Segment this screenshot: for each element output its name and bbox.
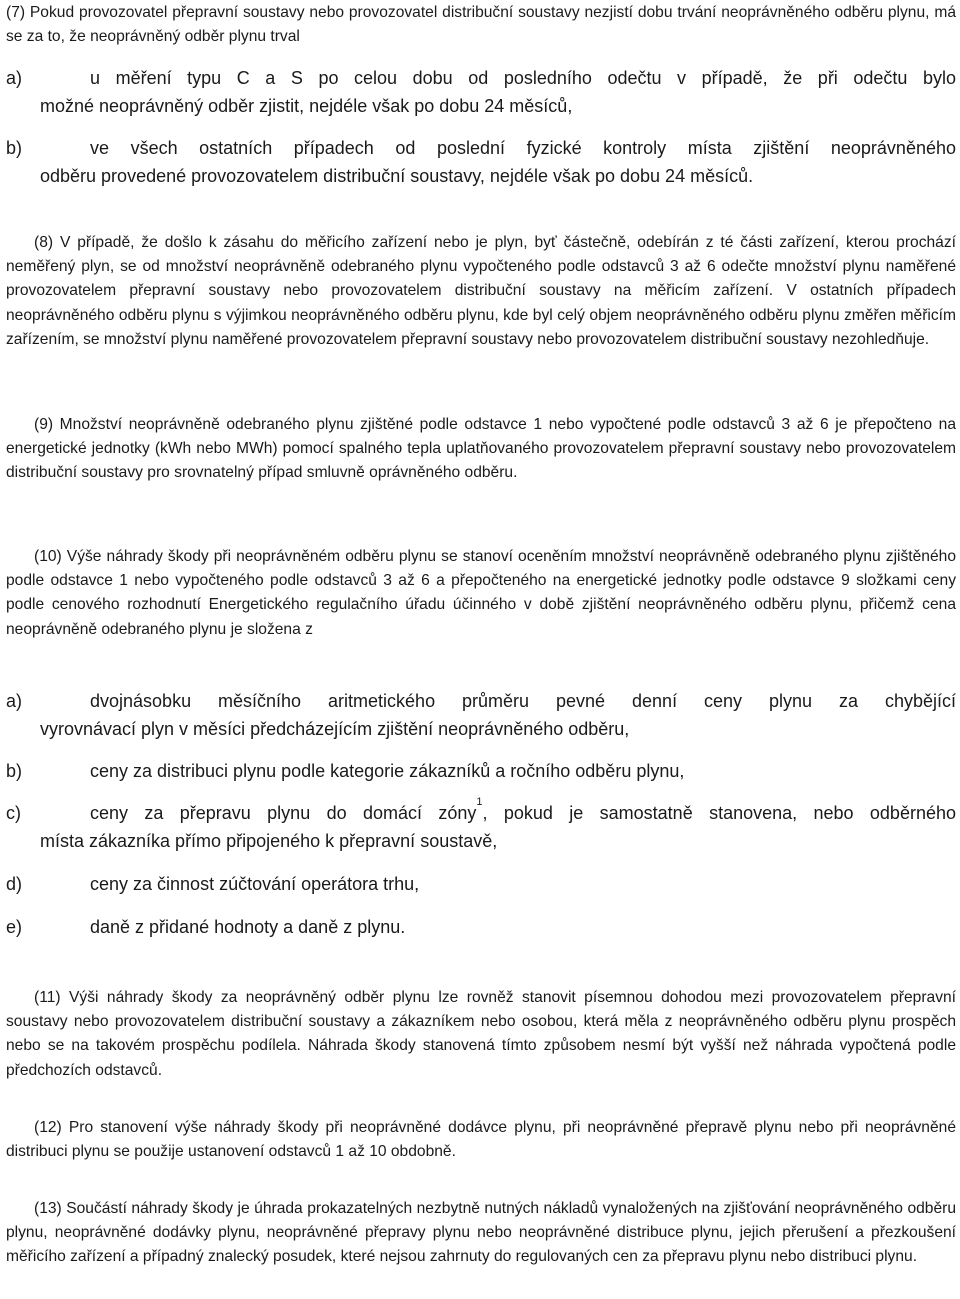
paragraph-10-item-b bbox=[6, 757, 956, 785]
item-text: u měření typu C a S po celou dobu od posledního odečtu v případě, že při odečtu bylo bbox=[90, 68, 956, 88]
paragraph-10-item-d bbox=[6, 870, 956, 898]
item-text: daně z přidané hodnoty a daně z plynu. bbox=[90, 917, 406, 937]
item-text-continuation: odběru provedené provozovatelem distribuční soustavy, nejdéle však po dobu 24 měsíců. bbox=[40, 166, 754, 186]
paragraph-13 bbox=[6, 1197, 956, 1270]
item-letter: c) bbox=[6, 803, 21, 823]
paragraph-11-text: (11) Výši náhrady škody za neoprávněný odběr plynu lze rovněž stanovit písemnou dohodou mezi provozovatelem přepravní soustavy nebo provozovatelem distribuční soustavy a zákazníkem nebo osobou, která měla z neoprávněného odběru plynu prospěch nebo se na takovém prospěchu podílela. Náhrada škody stanovená tímto způsobem nesmí být vyšší než náhrada vypočtená podle předchozích odstavců. bbox=[6, 989, 956, 1079]
paragraph-7 bbox=[6, 1, 956, 49]
paragraph-7-item-b bbox=[6, 134, 956, 190]
paragraph-12-text: (12) Pro stanovení výše náhrady škody při neoprávněné dodávce plynu, při neoprávněné přepravě plynu nebo při neoprávněné distribuci plynu se použije ustanovení odstavců 1 až 10 obdobně. bbox=[6, 1119, 956, 1161]
paragraph-10-item-c bbox=[6, 796, 956, 855]
item-letter: a) bbox=[6, 691, 23, 711]
item-text-continuation: místa zákazníka přímo připojeného k přepravní soustavě, bbox=[40, 831, 498, 851]
item-text-continuation: vyrovnávací plyn v měsíci předcházejícím zjištění neoprávněného odběru, bbox=[40, 719, 630, 739]
item-text bbox=[6, 796, 956, 827]
paragraph-7-intro: (7) Pokud provozovatel přepravní soustavy nebo provozovatel distribuční soustavy nezjistí dobu trvání neoprávněného odběru plynu, má se za to, že neoprávněný odběr plynu trval bbox=[6, 4, 956, 46]
paragraph-9 bbox=[6, 413, 956, 486]
item-letter: e) bbox=[6, 917, 23, 937]
item-text: dvojnásobku měsíčního aritmetického průměru pevné denní ceny plynu za chybějící bbox=[90, 691, 956, 711]
item-text-part-2: , pokud je samostatně stanovena, nebo odběrného bbox=[482, 803, 956, 823]
paragraph-7-item-a bbox=[6, 64, 956, 120]
paragraph-9-text: (9) Množství neoprávněně odebraného plynu zjištěné podle odstavce 1 nebo vypočtené podle odstavců 3 až 6 je přepočteno na energetické jednotky (kWh nebo MWh) pomocí spalného tepla uplatňovaného provozovatelem přepravní soustavy nebo provozovatelem distribuční soustavy pro srovnatelný případ smluvně oprávněného odběru. bbox=[6, 416, 956, 482]
paragraph-8 bbox=[6, 231, 956, 352]
footnote-reference: 1 bbox=[476, 796, 483, 808]
item-letter: a) bbox=[6, 68, 23, 88]
paragraph-10-intro: (10) Výše náhrady škody při neoprávněném odběru plynu se stanoví oceněním množství neoprávněně odebraného plynu zjištěného podle odstavce 1 nebo vypočteného podle odstavců 3 až 6 a přepočteného na energetické jednotky podle odstavce 9 složkami ceny podle cenového rozhodnutí Energetického regulačního úřadu účinného v době zjištění neoprávněného odběru plynu, přičemž cena neoprávněně odebraného plynu je složena z bbox=[6, 548, 956, 638]
item-text: ceny za distribuci plynu podle kategorie zákazníků a ročního odběru plynu, bbox=[90, 761, 685, 781]
paragraph-12 bbox=[6, 1116, 956, 1164]
item-letter: b) bbox=[6, 138, 23, 158]
paragraph-10-item-a bbox=[6, 687, 956, 743]
item-text-continuation: možné neoprávněný odběr zjistit, nejdéle však po dobu 24 měsíců, bbox=[40, 96, 573, 116]
paragraph-13-text: (13) Součástí náhrady škody je úhrada prokazatelných nezbytně nutných nákladů vynaložených na zjišťování neoprávněného odběru plynu, neoprávněné dodávky plynu, neoprávněné přepravy plynu nebo neoprávněné distribuce plynu, jejich přerušení a přezkoušení měřicího zařízení a případný znalecký posudek, které nejsou zahrnuty do regulovaných cen za přepravu plynu nebo distribuci plynu. bbox=[6, 1200, 956, 1266]
paragraph-10 bbox=[6, 545, 956, 642]
paragraph-11 bbox=[6, 986, 956, 1083]
item-letter: b) bbox=[6, 761, 23, 781]
item-letter: d) bbox=[6, 874, 23, 894]
paragraph-10-item-e bbox=[6, 913, 956, 941]
item-text: ve všech ostatních případech od poslední fyzické kontroly místa zjištění neoprávněného bbox=[90, 138, 956, 158]
item-text: ceny za činnost zúčtování operátora trhu, bbox=[90, 874, 420, 894]
paragraph-8-text: (8) V případě, že došlo k zásahu do měřicího zařízení nebo je plyn, byť částečně, odebírán z té části zařízení, kterou prochází neměřený plyn, se od množství neoprávněně odebraného plynu vypočteného podle odstavců 3 až 6 odečte množství plynu naměřené provozovatelem přepravní soustavy nebo provozovatelem distribuční soustavy na měřicím zařízení. V ostatních případech neoprávněného odběru plynu s výjimkou neoprávněného odběru plynu, kde byl celý objem neoprávněného odběru plynu změřen měřicím zařízením, se množství plynu naměřené provozovatelem přepravní soustavy nebo provozovatelem distribuční soustavy nezohledňuje. bbox=[6, 234, 956, 348]
item-text-part-1: ceny za přepravu plynu do domácí zóny bbox=[90, 803, 477, 823]
